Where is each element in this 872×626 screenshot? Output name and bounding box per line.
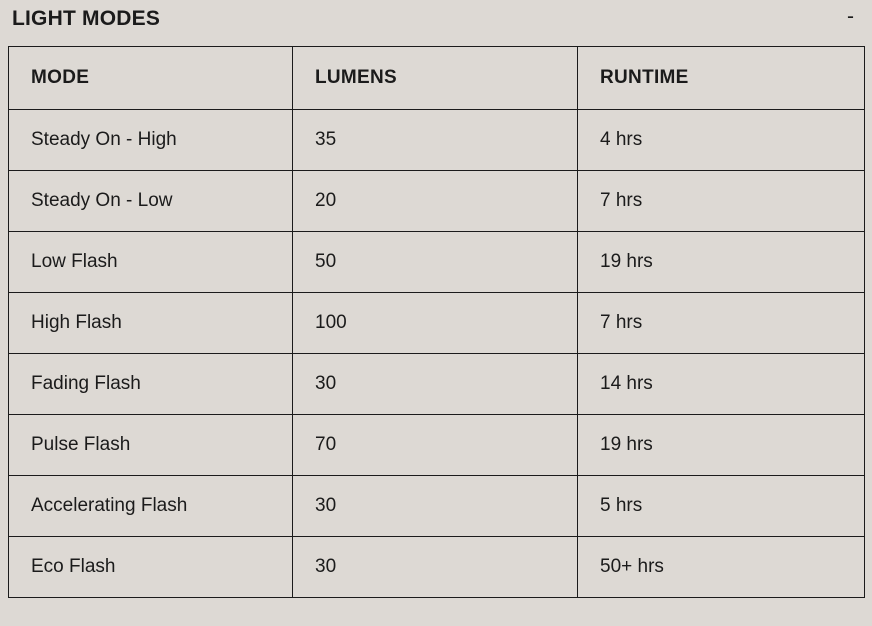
cell-mode: Steady On - High (9, 110, 293, 171)
cell-runtime: 19 hrs (578, 415, 865, 476)
cell-runtime: 4 hrs (578, 110, 865, 171)
cell-mode: Accelerating Flash (9, 476, 293, 537)
cell-lumens: 100 (293, 293, 578, 354)
page-title: LIGHT MODES (12, 7, 161, 30)
section-header (8, 0, 864, 46)
table-row (9, 293, 865, 354)
cell-runtime: 5 hrs (578, 476, 865, 537)
cell-lumens: 30 (293, 476, 578, 537)
cell-lumens: 70 (293, 415, 578, 476)
cell-lumens: 35 (293, 110, 578, 171)
cell-mode: Pulse Flash (9, 415, 293, 476)
cell-mode: Eco Flash (9, 537, 293, 598)
cell-lumens: 50 (293, 232, 578, 293)
cell-mode: Fading Flash (9, 354, 293, 415)
column-header-runtime: RUNTIME (578, 47, 865, 110)
table-header-row (9, 47, 865, 110)
table-row (9, 110, 865, 171)
cell-runtime: 14 hrs (578, 354, 865, 415)
table-row (9, 354, 865, 415)
column-header-lumens: LUMENS (293, 47, 578, 110)
cell-lumens: 20 (293, 171, 578, 232)
column-header-mode: MODE (9, 47, 293, 110)
cell-mode: Steady On - Low (9, 171, 293, 232)
cell-lumens: 30 (293, 537, 578, 598)
table-row (9, 232, 865, 293)
cell-lumens: 30 (293, 354, 578, 415)
table-row (9, 171, 865, 232)
table-header (9, 47, 865, 110)
table-row (9, 537, 865, 598)
cell-runtime: 7 hrs (578, 171, 865, 232)
table-row (9, 415, 865, 476)
cell-runtime: 7 hrs (578, 293, 865, 354)
table-row (9, 476, 865, 537)
cell-mode: High Flash (9, 293, 293, 354)
cell-runtime: 50+ hrs (578, 537, 865, 598)
light-modes-table (8, 46, 865, 598)
cell-runtime: 19 hrs (578, 232, 865, 293)
table-body (9, 110, 865, 598)
collapse-toggle-icon[interactable]: - (847, 5, 854, 28)
cell-mode: Low Flash (9, 232, 293, 293)
